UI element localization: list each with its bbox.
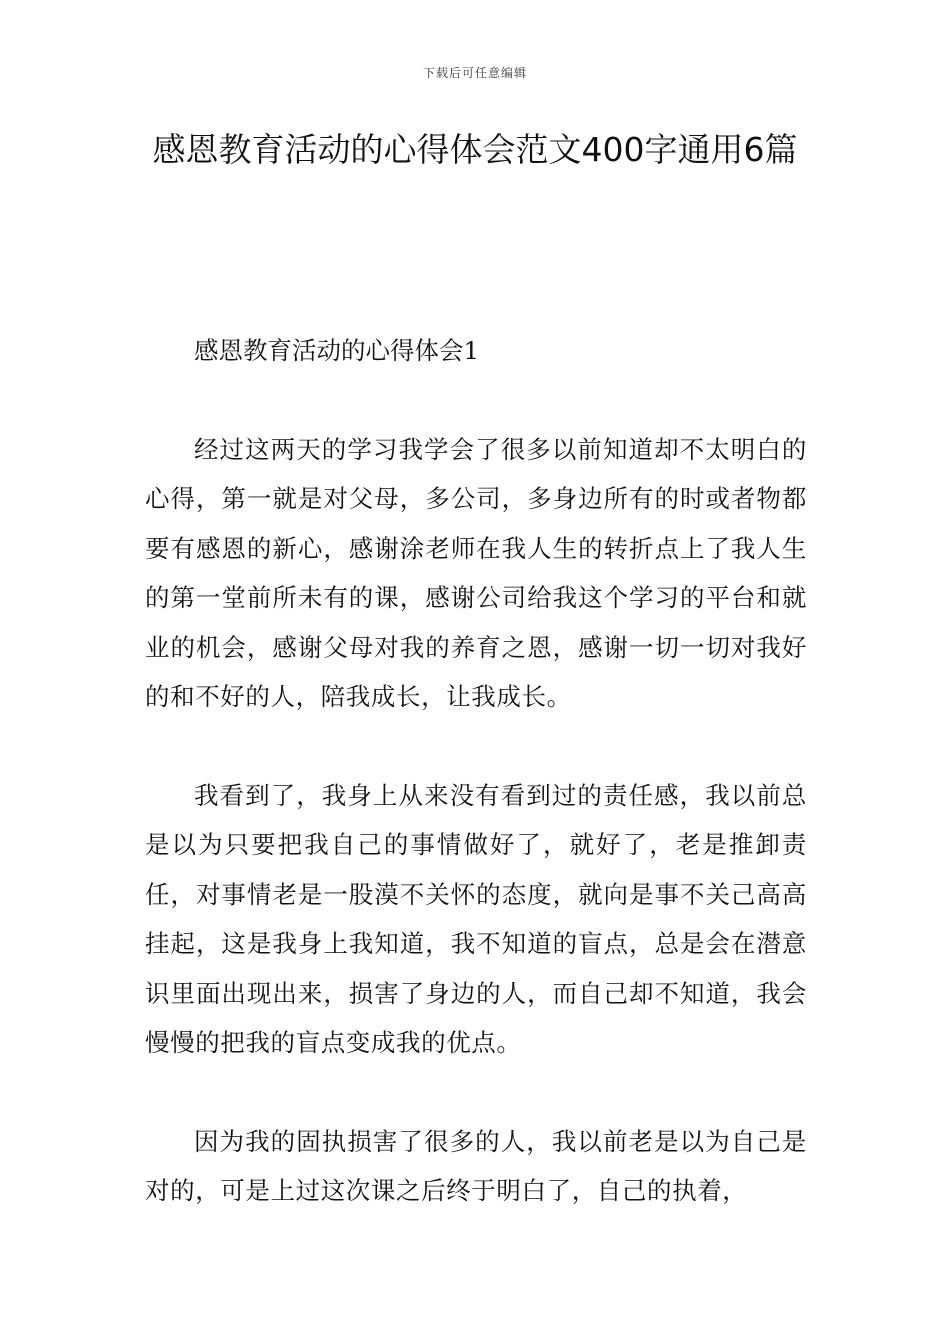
header-note: 下载后可任意编辑 <box>422 66 527 80</box>
document-body <box>145 326 807 1265</box>
body-paragraph: 我看到了，我身上从来没有看到过的责任感，我以前总是以为只要把我自己的事情做好了，就好了，老是推卸责任，对事情老是一股漠不关怀的态度，就向是事不关己高高挂起，这是我身上我知道，我不知道的盲点，总是会在潜意识里面出现出来，损害了身边的人，而自己却不知道，我会慢慢的把我的盲点变成我的优点。 <box>145 780 807 1057</box>
document-title: 感恩教育活动的心得体会范文400字通用6篇 <box>152 130 798 169</box>
body-paragraph: 因为我的固执损害了很多的人，我以前老是以为自己是对的，可是上过这次课之后终于明白了，自己的执着， <box>145 1126 807 1205</box>
body-paragraph: 经过这两天的学习我学会了很多以前知道却不太明白的心得，第一就是对父母，多公司，多身边所有的时或者物都要有感恩的新心，感谢涂老师在我人生的转折点上了我人生的第一堂前所未有的课，感谢公司给我这个学习的平台和就业的机会，感谢父母对我的养育之恩，感谢一切一切对我好的和不好的人，陪我成长，让我成长。 <box>145 434 807 711</box>
section-heading: 感恩教育活动的心得体会1 <box>194 336 480 365</box>
